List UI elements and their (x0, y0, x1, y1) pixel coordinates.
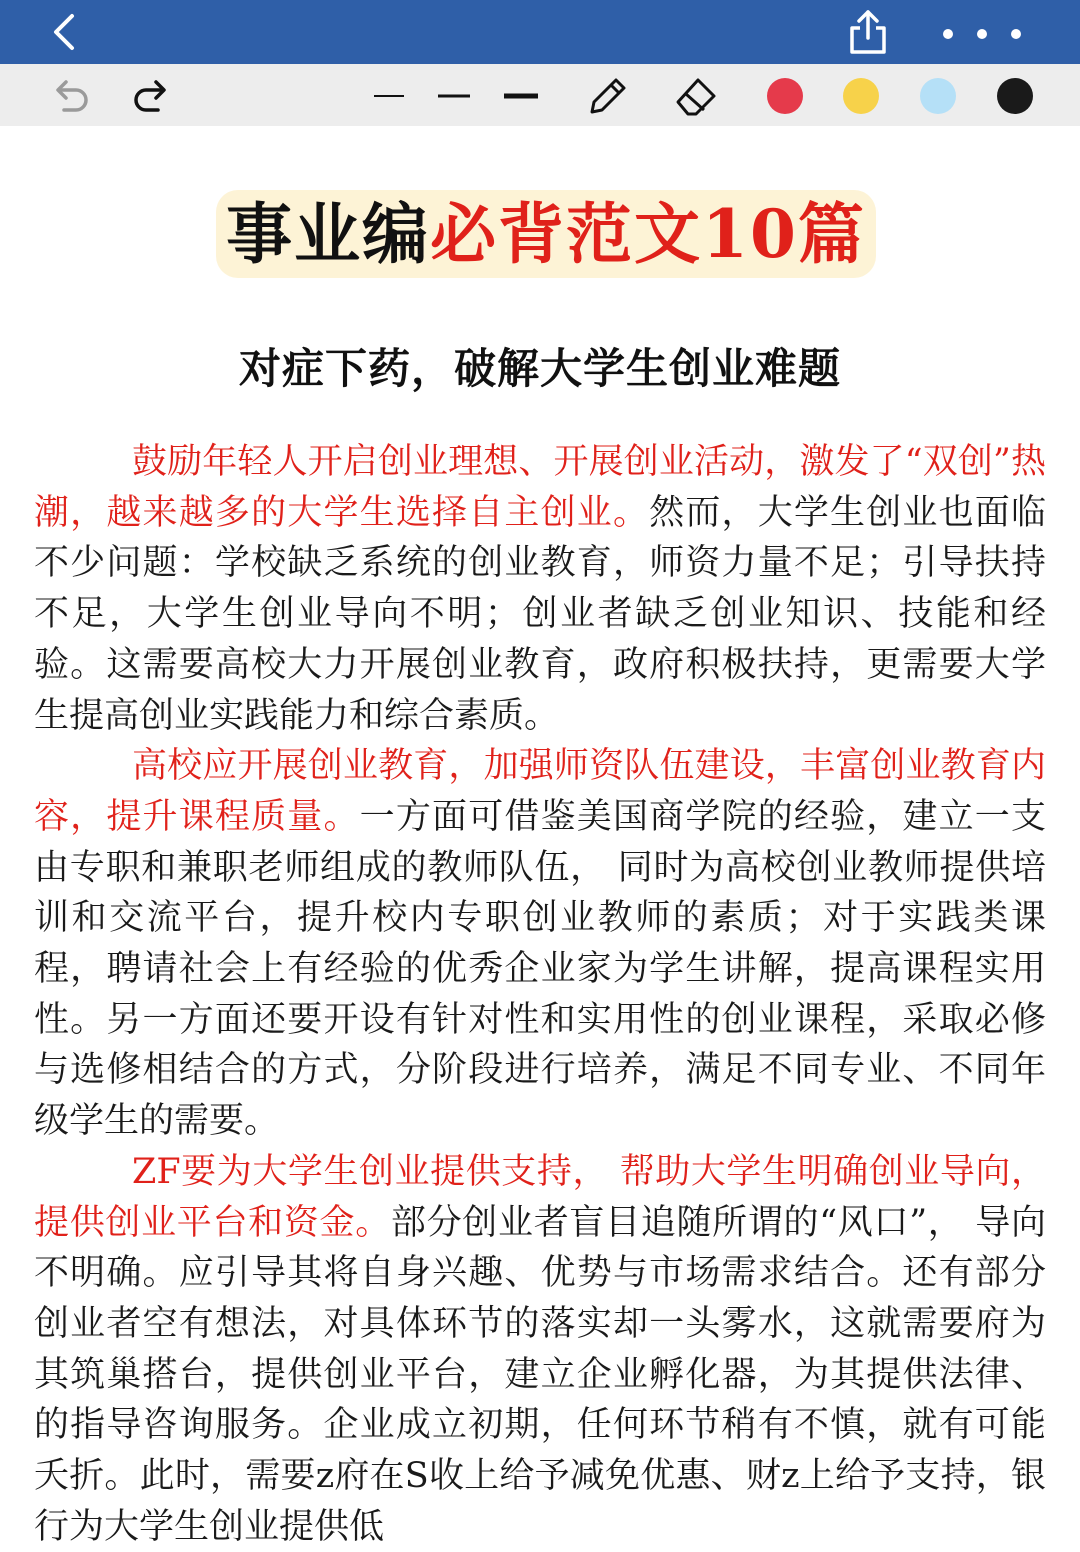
back-icon[interactable] (46, 12, 86, 52)
paragraph-highlight: ZF要为大学生创业提供支持， 帮助大学生明确创业导向， 提供创业平台和资金。 (34, 1151, 1046, 1243)
title-red-part: 必背范文10篇 (430, 195, 866, 273)
title-black-part: 事业编 (226, 195, 431, 273)
color-black-swatch[interactable] (997, 78, 1033, 114)
pen-icon[interactable] (584, 72, 632, 120)
color-red-swatch[interactable] (767, 78, 803, 114)
medium-stroke-icon[interactable] (436, 82, 472, 110)
redo-icon[interactable] (130, 78, 172, 114)
thick-stroke-icon[interactable] (502, 82, 540, 110)
thin-stroke-icon[interactable] (372, 82, 406, 110)
color-blue-swatch[interactable] (920, 78, 956, 114)
paragraph-highlight: 鼓励年轻人开启创业理想、开展创业活动，激发了“双创”热潮，越来越多的大学生选择自主创业。 (34, 442, 1046, 533)
more-icon[interactable] (932, 22, 1032, 46)
page-title (226, 195, 866, 273)
paragraph-text: 然而，大学生创业也面临不少问题：学校缺乏系统的创业教育，师资力量不足；引导扶持不足，大学生创业导向不明；创业者缺乏创业知识、技能和经验。这需要高校大力开展创业教育，政府积极扶持，更需要大学生提高创业实践能力和综合素质。 (34, 492, 1046, 736)
article-subtitle: 对症下药，破解大学生创业难题 (238, 344, 841, 393)
undo-icon[interactable] (50, 78, 92, 114)
color-yellow-swatch[interactable] (843, 78, 879, 114)
paragraph-text: 部分创业者盲目追随所谓的“风口”， 导向不明确。应引导其将自身兴趣、优势与市场需求结合。还有部分创业者空有想法，对具体环节的落实却一头雾水，这就需要府为其筑巢搭台，提供创业平台，建立企业孵化器，为其提供法律、的指导咨询服务。企业成立初期，任何环节稍有不慎，就有可能夭折。此时，需要z府在S收上给予减免优惠、财z上给予支持，银行为大学生创业提供低 (34, 1202, 1046, 1547)
article-body (34, 437, 1046, 1552)
eraser-icon[interactable] (672, 72, 720, 120)
paragraph (34, 741, 1046, 1147)
paragraph-highlight: 高校应开展创业教育，加强师资队伍建设，丰富创业教育内容，提升课程质量。 (34, 746, 1046, 837)
annotation-toolbar (0, 64, 1080, 126)
title-banner (216, 190, 876, 278)
share-icon[interactable] (846, 8, 890, 56)
paragraph-text: 一方面可借鉴美国商学院的经验，建立一支由专职和兼职老师组成的教师队伍， 同时为高校创业教师提供培训和交流平台，提升校内专职创业教师的素质；对于实践类课程，聘请社会上有经验的优秀企业家为学生讲解，提高课程实用性。另一方面还要开设有针对性和实用性的创业课程，采取必修与选修相结合的方式，分阶段进行培养，满足不同专业、不同年级学生的需要。 (34, 796, 1046, 1142)
top-nav-bar (0, 0, 1080, 64)
paragraph (34, 437, 1046, 741)
paragraph (34, 1147, 1046, 1552)
